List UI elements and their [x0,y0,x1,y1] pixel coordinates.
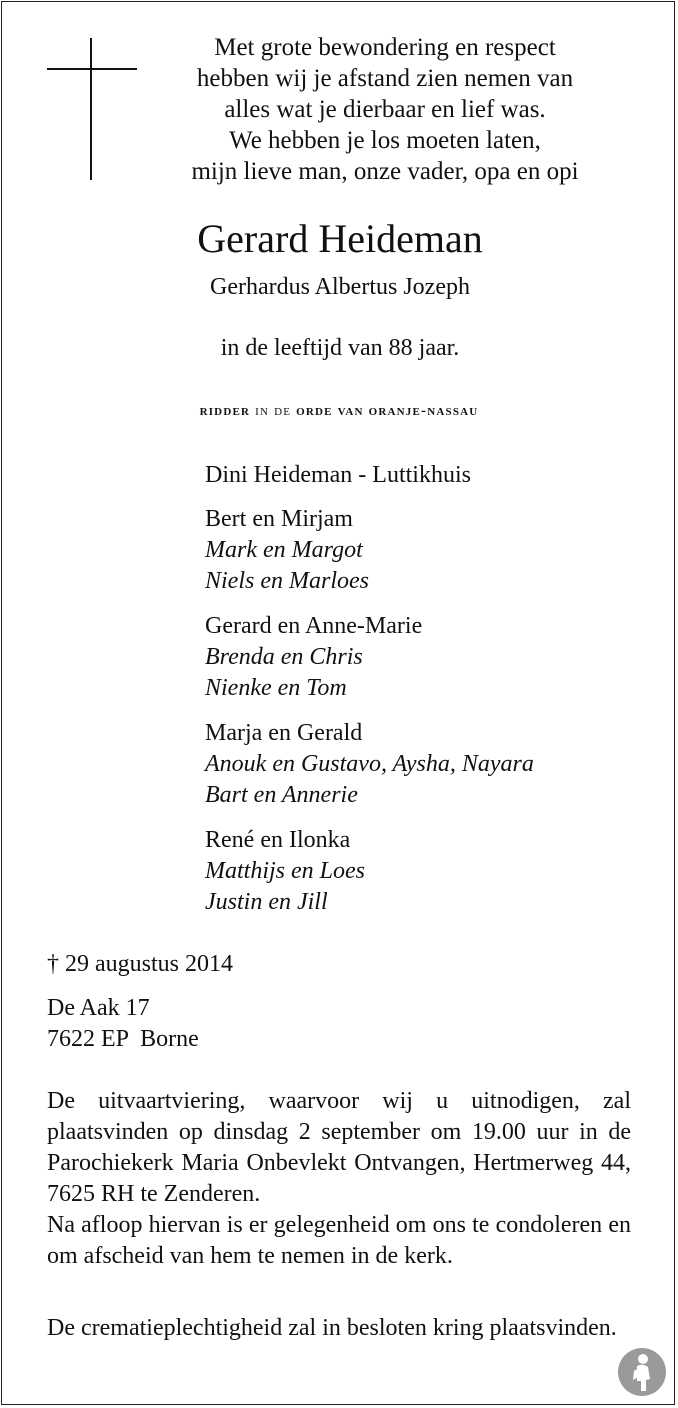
family-lead: Marja en Gerald [205,720,363,746]
cross-icon [47,38,137,180]
family-grandchild: Mark en Margot [205,537,363,563]
honor-word: orde van oranje [296,403,422,419]
poem-line: alles wat je dierbaar en lief was. [224,96,546,123]
family-grandchild: Niels en Marloes [205,568,369,594]
poem-line: hebben wij je afstand zien nemen van [196,65,574,92]
family-grandchild: Matthijs en Loes [205,858,365,884]
deceased-name: Gerard Heideman [197,216,483,261]
family-grandchild: Bart en Annerie [205,782,358,808]
deceased-age: in de leeftijd van 88 jaar. [220,335,460,361]
family-list [205,460,625,932]
cremation-info [47,1313,631,1344]
poem-line: We hebben je los moeten laten, [229,127,541,154]
honor-dash: - [421,403,428,419]
poem [160,32,610,187]
family-group [205,611,625,704]
condolence-paragraph: Na afloop hiervan is er gelegenheid om ons te condoleren en om afscheid van hem te nemen in de kerk. [47,1212,631,1269]
family-group [205,504,625,597]
family-grandchild: Justin en Jill [205,889,328,915]
honor-word: nassau [427,403,479,419]
widow-name: Dini Heideman - Luttikhuis [205,462,471,488]
death-date: † 29 augustus 2014 [47,951,233,977]
memorial-logo-icon [617,1347,667,1397]
family-group [205,718,625,811]
funeral-info [47,1086,631,1272]
family-widow-group [205,460,625,491]
family-lead: René en Ilonka [205,827,351,853]
poem-line: Met grote bewondering en respect [214,34,556,61]
family-grandchild: Brenda en Chris [205,644,363,670]
address [47,993,199,1055]
honor-word: in de [255,403,292,419]
cremation-paragraph: De crematieplechtigheid zal in besloten kring plaatsvinden. [47,1315,617,1341]
family-grandchild: Anouk en Gustavo, Aysha, Nayara [205,751,534,777]
honor-title [40,400,638,422]
family-lead: Gerard en Anne-Marie [205,613,423,639]
address-street: De Aak 17 [47,995,150,1021]
funeral-paragraph: De uitvaartviering, waarvoor wij u uitnodigen, zal plaatsvinden op dinsdag 2 september om 19.00 uur in de Parochiekerk Maria Onbevlekt Ontvangen, Hertmerweg 44, 7625 RH te Zenderen. [47,1088,631,1207]
honor-word: ridder [199,403,251,419]
deceased-full-name: Gerhardus Albertus Jozeph [210,274,470,300]
family-grandchild: Nienke en Tom [205,675,347,701]
family-lead: Bert en Mirjam [205,506,353,532]
poem-line: mijn lieve man, onze vader, opa en opi [191,158,579,185]
family-group [205,825,625,918]
address-city: 7622 EP Borne [47,1026,199,1052]
